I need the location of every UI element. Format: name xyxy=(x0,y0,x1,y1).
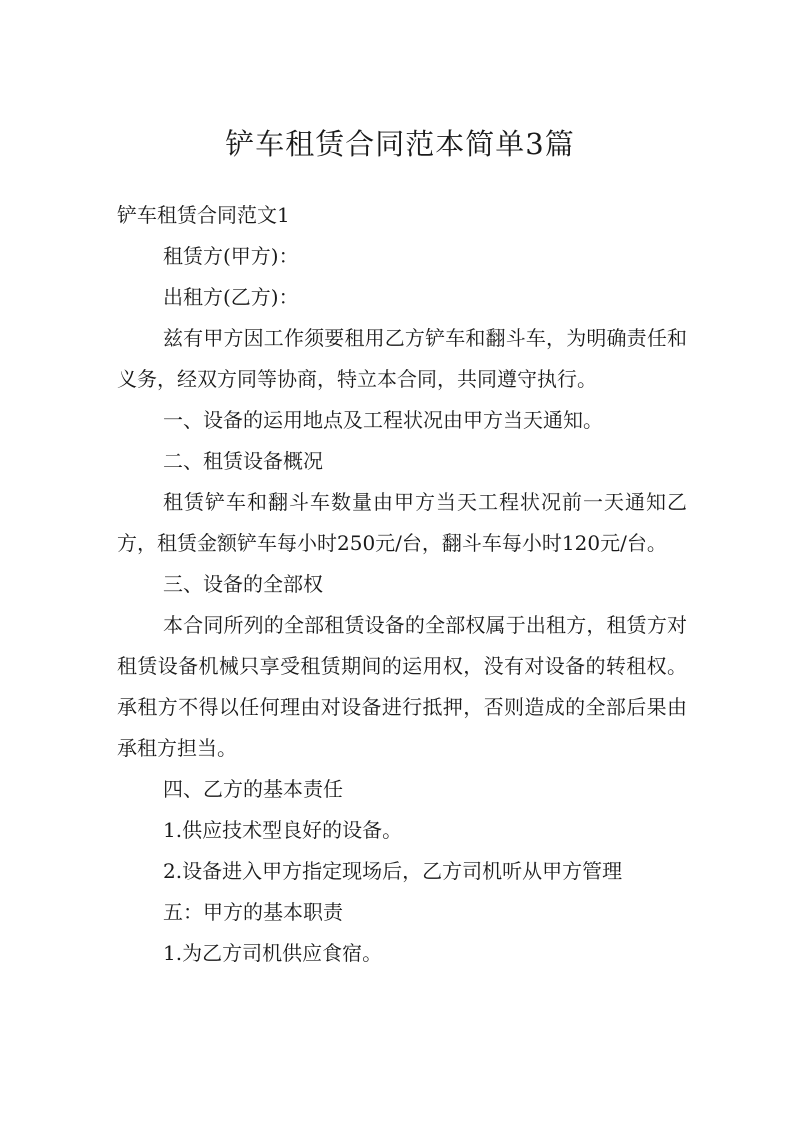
paragraph-clause-5-heading: 五：甲方的基本职责 xyxy=(163,900,343,924)
paragraph-section-heading: 铲车租赁合同范文1 xyxy=(117,203,290,227)
paragraph-clause-4-heading: 四、乙方的基本责任 xyxy=(163,777,343,801)
paragraph-preamble: 兹有甲方因工作须要租用乙方铲车和翻斗车，为明确责任和义务，经双方同等协商，特立本合同，共同遵守执行。 xyxy=(117,326,687,391)
paragraph-clause-1: 一、设备的运用地点及工程状况由甲方当天通知。 xyxy=(163,408,603,432)
document-title: 铲车租赁合同范本简单3篇 xyxy=(225,127,575,161)
paragraph-clause-3-heading: 三、设备的全部权 xyxy=(163,572,323,596)
paragraph-clause-5-item-1: 1.为乙方司机供应食宿。 xyxy=(163,941,383,965)
paragraph-lessor: 出租方(乙方)： xyxy=(163,285,299,309)
paragraph-clause-2-heading: 二、租赁设备概况 xyxy=(163,449,323,473)
paragraph-lessee: 租赁方(甲方)： xyxy=(163,244,299,268)
paragraph-clause-4-item-2: 2.设备进入甲方指定现场后，乙方司机听从甲方管理 xyxy=(163,859,623,883)
paragraph-clause-2-body: 租赁铲车和翻斗车数量由甲方当天工程状况前一天通知乙方，租赁金额铲车每小时250元/台，翻斗车每小时120元/台。 xyxy=(117,490,687,555)
paragraph-clause-4-item-1: 1.供应技术型良好的设备。 xyxy=(163,818,403,842)
paragraph-clause-3-body: 本合同所列的全部租赁设备的全部权属于出租方，租赁方对租赁设备机械只享受租赁期间的运用权，没有对设备的转租权。承租方不得以任何理由对设备进行抵押，否则造成的全部后果由承租方担当。 xyxy=(117,613,687,760)
document-body xyxy=(117,195,687,974)
